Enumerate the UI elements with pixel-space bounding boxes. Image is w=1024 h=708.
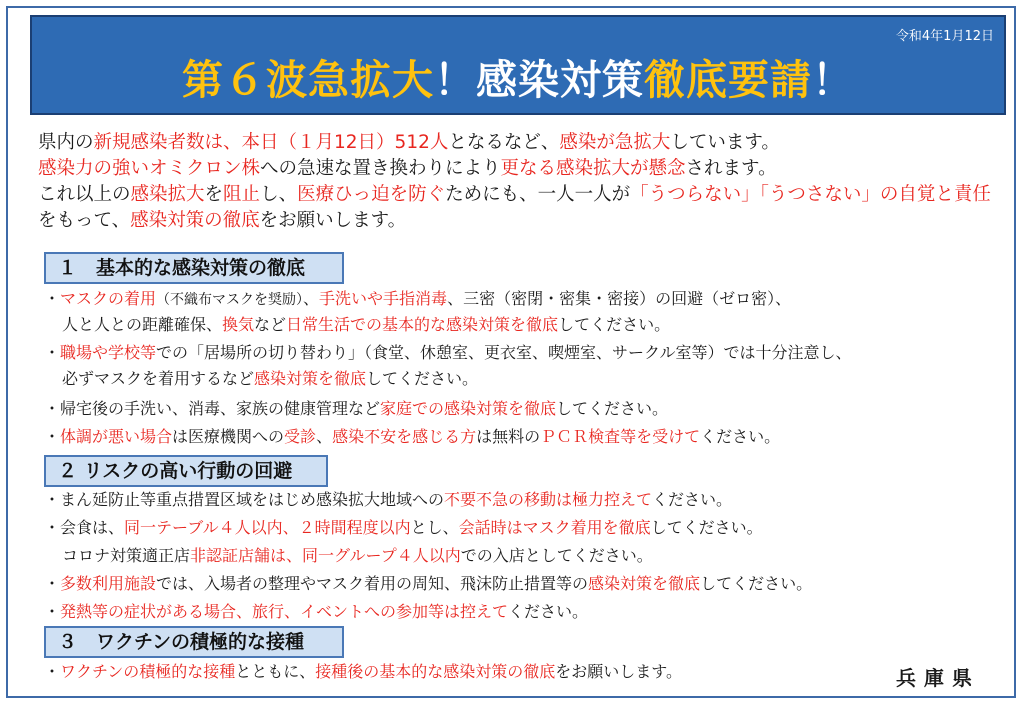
body-text: ・ (44, 602, 61, 621)
emphasis-text: 感染不安を感じる方 (332, 427, 477, 446)
emphasis-text: 非認証店舗は、同一グループ４人以内 (190, 546, 461, 565)
date-label: 令和4年1月12日 (895, 29, 994, 44)
body-line (44, 489, 732, 511)
emphasis-text: 同一テーブル４人以内、２時間程度以内 (124, 518, 411, 537)
emphasis-text: 接種後の基本的な感染対策の徹底 (315, 662, 556, 681)
emphasis-text: 家庭での感染対策を徹底 (380, 399, 557, 418)
emphasis-text: 感染拡大 (130, 184, 205, 205)
emphasis-text: 新規感染者数は、本日（１月12日）512人 (93, 132, 449, 153)
emphasis-text: 「うつらない」「うつさない」の自覚と責任 (630, 184, 991, 205)
body-text: してください。 (650, 518, 763, 537)
body-line (62, 314, 670, 336)
body-line (44, 426, 780, 448)
body-text: への急速な置き換わりにより (260, 158, 501, 179)
title-part-2: ！感染対策 (434, 56, 644, 104)
body-line (44, 573, 812, 595)
body-line (44, 288, 791, 311)
intro-line (38, 182, 998, 234)
title-part-1: 第６波急拡大 (182, 56, 434, 104)
intro-line (38, 156, 998, 182)
intro-line (38, 130, 998, 156)
emphasis-text: 阻止 (223, 184, 261, 205)
body-text: ・ (44, 662, 61, 681)
body-text: 、 (303, 289, 320, 308)
body-text: ・ (44, 574, 61, 593)
emphasis-text: 発熱等の症状がある場合、旅行、イベントへの参加等は控えて (60, 602, 509, 621)
emphasis-text: 日常生活での基本的な感染対策を徹底 (286, 315, 559, 334)
body-text: をお願いします。 (555, 662, 682, 681)
prefecture-name: 兵庫県 (896, 666, 980, 690)
body-text: ください。 (508, 602, 589, 621)
body-text: してください。 (366, 369, 479, 388)
section-heading-1: １ 基本的な感染対策の徹底 (44, 252, 344, 284)
emphasis-text: 職場や学校等 (60, 343, 157, 362)
emphasis-text: 受診 (284, 427, 317, 446)
body-text: など (254, 315, 287, 334)
emphasis-text: 会話時はマスク着用を徹底 (458, 518, 651, 537)
emphasis-text: 感染が急拡大 (559, 132, 671, 153)
body-text: をもって、 (38, 210, 131, 231)
emphasis-text: ＰＣＲ検査等を受けて (540, 427, 701, 446)
body-text: ・会食は、 (44, 518, 125, 537)
body-text: とし、 (410, 518, 459, 537)
emphasis-text: 感染対策の徹底 (130, 210, 260, 231)
body-line (44, 661, 682, 683)
emphasis-text: 体調が悪い場合 (60, 427, 173, 446)
body-text: してください。 (556, 399, 669, 418)
body-text: ください。 (700, 427, 781, 446)
emphasis-text: 感染対策を徹底 (588, 574, 701, 593)
intro-paragraph (38, 130, 998, 234)
body-text: は医療機関への (172, 427, 285, 446)
body-text: 県内の (38, 132, 94, 153)
main-title (32, 47, 1004, 106)
body-text: とともに、 (235, 662, 316, 681)
body-text: コロナ対策適正店 (62, 546, 191, 565)
body-text: では、入場者の整理やマスク着用の周知、飛沫防止措置等の (156, 574, 589, 593)
body-text: ・ (44, 289, 61, 308)
title-part-4: ！ (812, 56, 854, 104)
body-text: 、三密（密閉・密集・密接）の回避（ゼロ密）、 (447, 289, 792, 308)
body-line (44, 517, 763, 539)
body-line (62, 368, 478, 390)
body-text: し、 (260, 184, 298, 205)
body-text: 必ずマスクを着用するなど (62, 369, 255, 388)
section-heading-2: ２ リスクの高い行動の回避 (44, 455, 328, 487)
body-text: での入店としてください。 (460, 546, 653, 565)
body-text: ・まん延防止等重点措置区域をはじめ感染拡大地域への (44, 490, 445, 509)
body-text: ・帰宅後の手洗い、消毒、家族の健康管理など (44, 399, 381, 418)
title-banner (30, 15, 1006, 115)
emphasis-text: 換気 (222, 315, 255, 334)
emphasis-text: 更なる感染拡大が懸念 (500, 158, 686, 179)
body-line (44, 398, 668, 420)
body-text: での「居場所の切り替わり」（食堂、休憩室、更衣室、喫煙室、サークル室等）では十分注意し、 (156, 343, 852, 362)
body-line (44, 601, 588, 623)
body-text: されます。 (685, 158, 777, 179)
body-text: しています。 (670, 132, 780, 153)
emphasis-text: 多数利用施設 (60, 574, 157, 593)
body-line (44, 342, 852, 364)
body-text: （不織布マスクを奨励） (156, 292, 304, 308)
emphasis-text: ワクチンの積極的な接種 (60, 662, 236, 681)
emphasis-text: マスクの着用 (60, 289, 157, 308)
body-text: は無料の (476, 427, 541, 446)
body-text: ためにも、一人一人が (445, 184, 631, 205)
body-text: となるなど、 (448, 132, 560, 153)
body-text: ・ (44, 343, 61, 362)
body-line (62, 545, 653, 567)
emphasis-text: 医療ひっ迫を防ぐ (297, 184, 446, 205)
body-text: 人と人との距離確保、 (62, 315, 223, 334)
title-part-3: 徹底要請 (644, 56, 812, 104)
body-text: を (204, 184, 224, 205)
emphasis-text: 手洗いや手指消毒 (319, 289, 448, 308)
body-text: ください。 (652, 490, 733, 509)
body-text: ・ (44, 427, 61, 446)
section-heading-3: ３ ワクチンの積極的な接種 (44, 626, 344, 658)
emphasis-text: 不要不急の移動は極力控えて (444, 490, 653, 509)
emphasis-text: 感染対策を徹底 (254, 369, 367, 388)
body-text: これ以上の (38, 184, 131, 205)
emphasis-text: 感染力の強いオミクロン株 (38, 158, 261, 179)
body-text: してください。 (700, 574, 813, 593)
body-text: 、 (316, 427, 333, 446)
body-text: をお願いします。 (259, 210, 407, 231)
body-text: してください。 (558, 315, 671, 334)
